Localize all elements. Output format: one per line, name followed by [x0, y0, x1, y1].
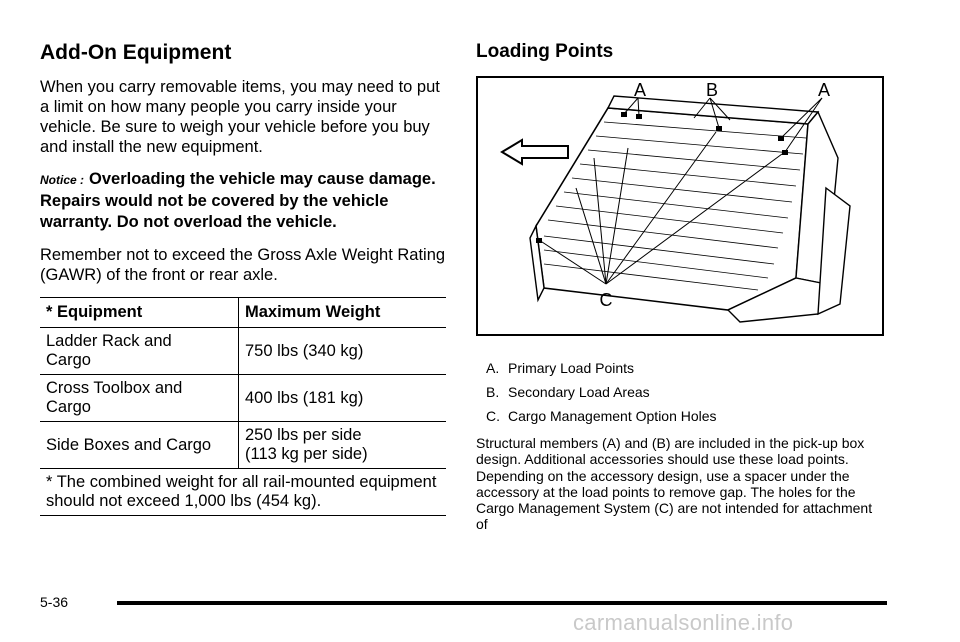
table-row: [40, 422, 446, 469]
notice-text: Overloading the vehicle may cause damage. Repairs would not be covered by the vehicle warranty. Do not overload the vehicle.: [40, 170, 436, 231]
left-column: [40, 40, 446, 516]
table-footnote-row: [40, 469, 446, 516]
notice-label: Notice :: [40, 173, 85, 187]
right-column: [476, 40, 884, 533]
table-row: [40, 375, 446, 422]
footer-rule: [117, 601, 887, 605]
gawr-paragraph: Remember not to exceed the Gross Axle Weight Rating (GAWR) of the front or rear axle.: [40, 246, 446, 284]
figure-label-a-right: A: [817, 80, 831, 100]
figure-label-c: C: [599, 290, 613, 310]
intro-paragraph: When you carry removable items, you may need to put a limit on how many people you carry inside your vehicle. Be sure to weigh your vehicle before you buy and install the new equipment.: [40, 78, 440, 156]
legend-item: B. Secondary Load Areas: [486, 384, 650, 400]
weight-cell: 250 lbs per side (113 kg per side): [239, 422, 447, 469]
table-row: [40, 328, 446, 375]
figure-label-b: B: [705, 80, 719, 100]
section-heading-add-on-equipment: Add-On Equipment: [40, 41, 232, 64]
notice-block: [40, 169, 446, 233]
table-header-equipment: * Equipment: [40, 298, 239, 328]
front-direction-arrow-icon: [502, 140, 568, 164]
figure-legend: [476, 360, 884, 425]
structural-members-paragraph: Structural members (A) and (B) are included in the pick-up box design. Additional accessories should use these load points. Depending on the accessory design, use a spacer under the accessory at the load points to remove gap. The holes for the Cargo Management System (C) are not intended for attachment of: [476, 435, 873, 533]
page-number: 5-36: [40, 594, 69, 610]
figure-label-a-left: A: [633, 80, 647, 100]
table-footnote: * The combined weight for all rail-mounted equipment should not exceed 1,000 lbs (454 kg).: [40, 469, 446, 516]
legend-item: C. Cargo Management Option Holes: [486, 408, 717, 424]
pickup-box-drawing: [478, 78, 882, 334]
equipment-cell: Side Boxes and Cargo: [40, 422, 239, 469]
weight-cell: 400 lbs (181 kg): [239, 375, 447, 422]
table-header-max-weight: Maximum Weight: [239, 298, 447, 328]
watermark: carmanualsonline.info: [573, 610, 794, 635]
legend-item: A. Primary Load Points: [486, 360, 635, 376]
equipment-cell: Ladder Rack and Cargo: [40, 328, 239, 375]
section-heading-loading-points: Loading Points: [476, 41, 614, 62]
pickup-box-illustration: [476, 76, 884, 336]
equipment-weight-table: [40, 297, 446, 516]
table-header-row: [40, 298, 446, 328]
equipment-cell: Cross Toolbox and Cargo: [40, 375, 239, 422]
weight-cell: 750 lbs (340 kg): [239, 328, 447, 375]
